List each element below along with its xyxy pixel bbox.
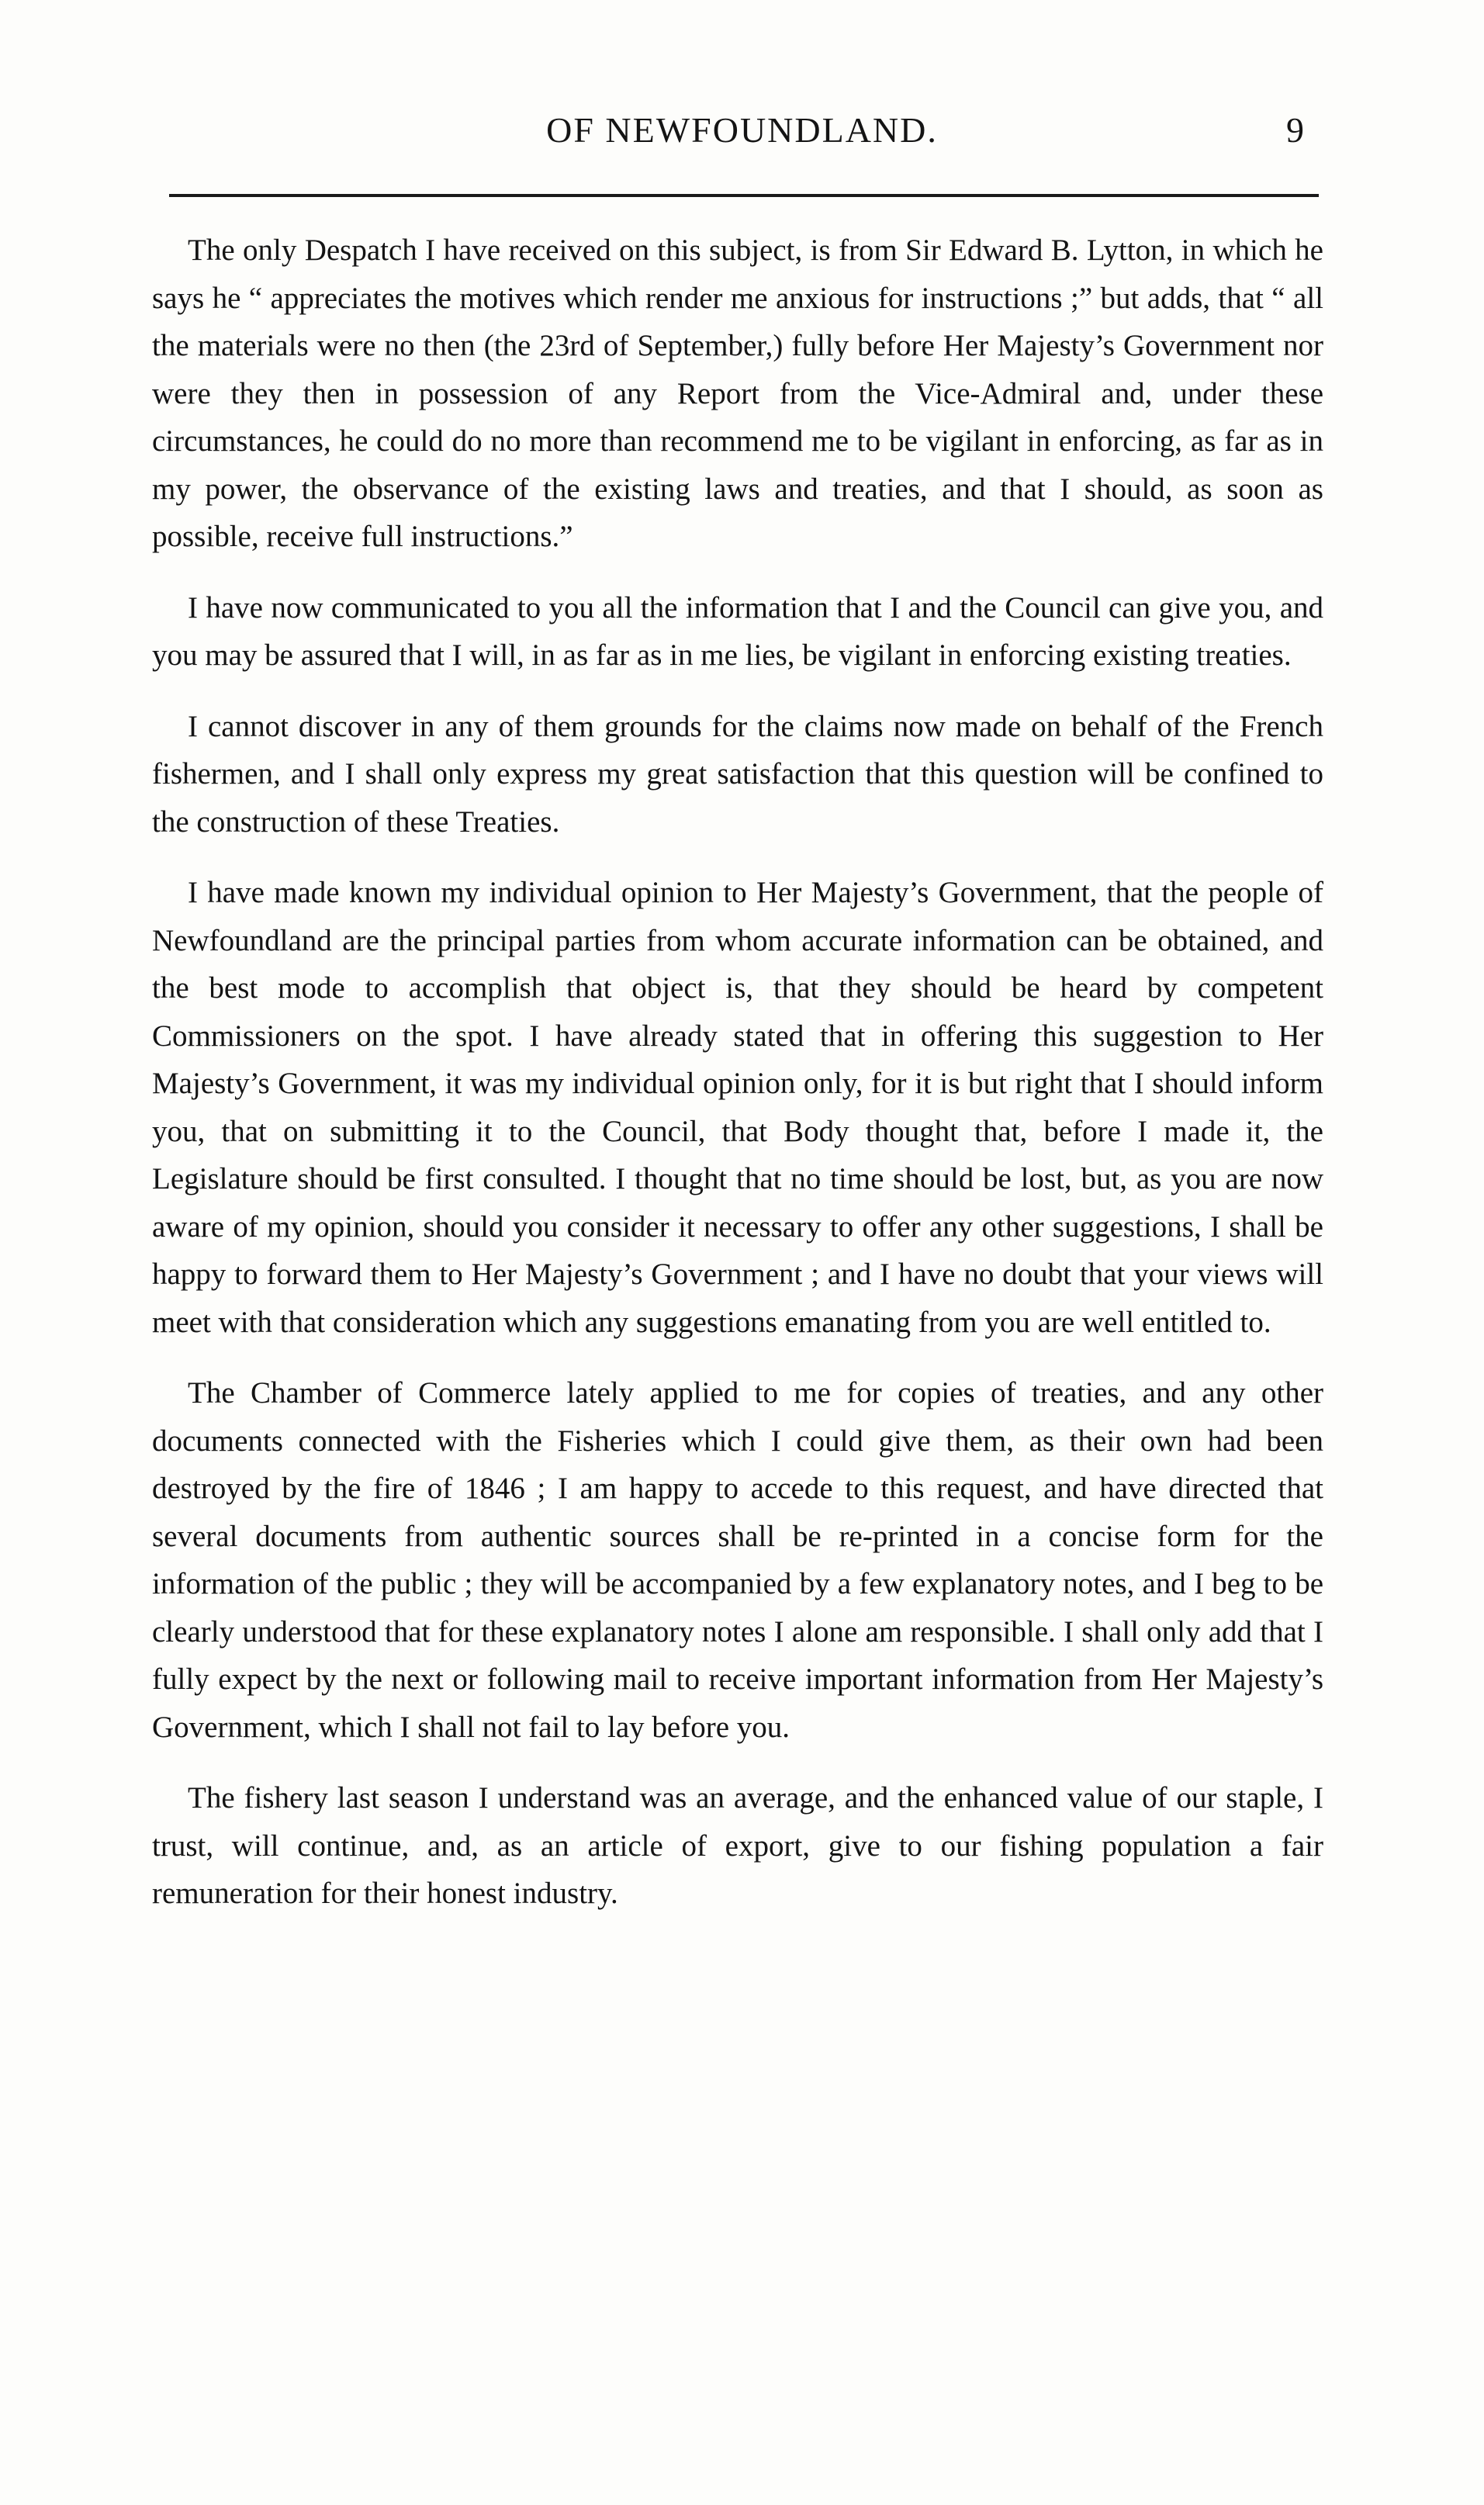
- paragraph-fishery-season: The fishery last season I understand was an average, and the enhanced value of our staple, I trust, will continue, and, as an article of export, give to our fishing population a fair remuneration for their honest industry.: [152, 1781, 1323, 1910]
- paragraph-individual-opinion: I have made known my individual opinion to Her Majesty’s Government, that the people of Newfoundland are the principal parties from whom accurate information can be obtained, and the best mode to accomplish that object is, that they should be heard by competent Commissioners on the spot. I have already stated that in offering this suggestion to Her Majesty’s Government, it was my individual opinion only, for it is but right that I should inform you, that on submitting it to the Council, that Body thought that, before I made it, the Legislature should be first consulted. I thought that no time should be lost, but, as you are now aware of my opinion, should you consider it necessary to offer any other suggestions, I shall be happy to forward them to Her Majesty’s Government ; and I have no doubt that your views will meet with that consideration which any suggestions emanating from you are well entitled to.: [152, 876, 1323, 1339]
- page-number: 9: [1286, 110, 1304, 150]
- paragraph-despatch: The only Despatch I have received on this subject, is from Sir Edward B. Lytton, in which he says he “ appreciates the motives which render me anxious for instructions ;” but adds, that “ all the materials were no then (the 23rd of September,) fully before Her Majesty’s Government nor were they then in possession of any Report from the Vice-Admiral and, under these circumstances, he could do no more than recommend me to be vigilant in enforcing, as far as in my power, the observance of the existing laws and treaties, and that I should, as soon as possible, receive full instructions.”: [152, 234, 1323, 553]
- paragraph-french-claims: I cannot discover in any of them grounds for the claims now made on behalf of the French fishermen, and I shall only express my great satisfaction that this question will be confined to the construction of these Treaties.: [152, 709, 1323, 839]
- paragraph-chamber-of-commerce: The Chamber of Commerce lately applied to me for copies of treaties, and any other documents connected with the Fisheries which I could give them, as their own had been destroyed by the fire of 1846 ; I am happy to accede to this request, and have directed that several documents from authentic sources shall be re-printed in a concise form for the information of the public ; they will be accompanied by a few explanatory notes, and I beg to be clearly understood that for these explanatory notes I alone am responsible. I shall only add that I fully expect by the next or following mail to receive important information from Her Majesty’s Government, which I shall not fail to lay before you.: [152, 1376, 1323, 1744]
- running-head: [0, 107, 1484, 154]
- header-rule: [169, 194, 1319, 197]
- running-title: OF NEWFOUNDLAND.: [546, 110, 938, 150]
- paragraph-communicated: I have now communicated to you all the information that I and the Council can give you, and you may be assured that I will, in as far as in me lies, be vigilant in enforcing existing treaties.: [152, 590, 1323, 672]
- body-text: [152, 227, 1323, 1918]
